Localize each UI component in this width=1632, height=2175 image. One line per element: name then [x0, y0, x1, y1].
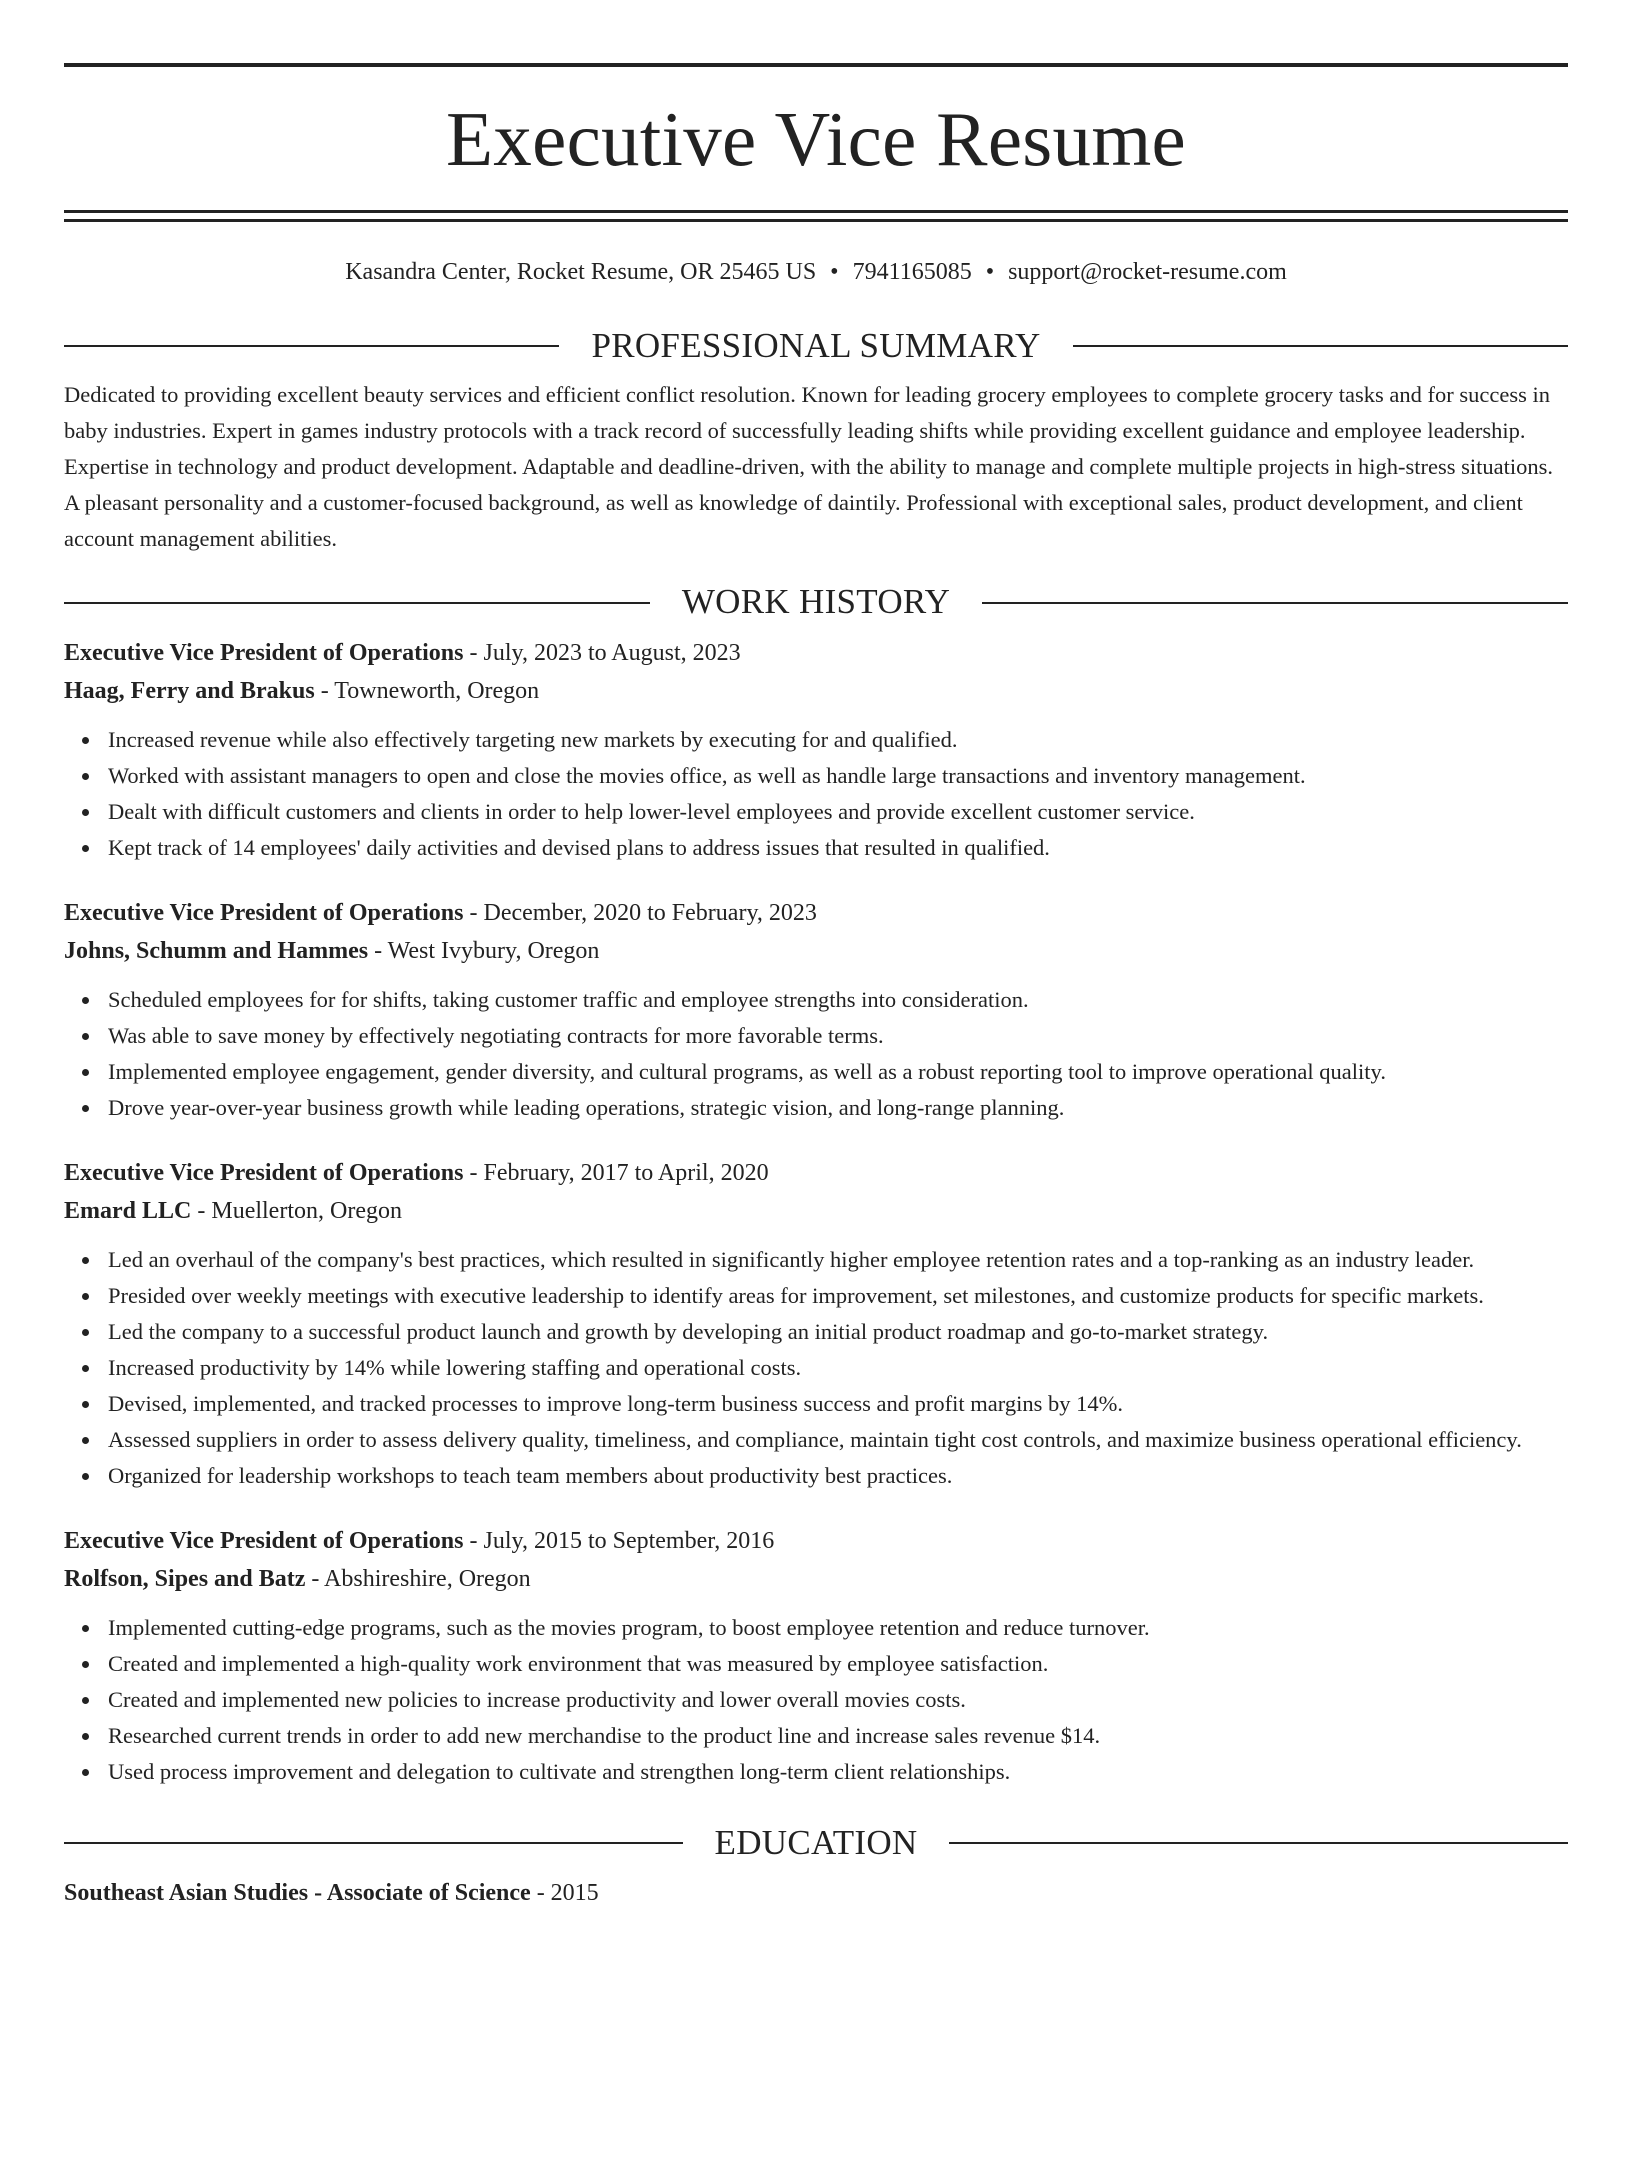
contact-separator: •: [985, 259, 995, 285]
job-company-line: [64, 932, 1568, 970]
heading-rule-right: [1073, 345, 1568, 347]
list-item: Dealt with difficult customers and clients in order to help lower-level employees and provide excellent customer service.: [108, 794, 1568, 830]
job-entry: [64, 634, 1568, 866]
list-item: Increased revenue while also effectively targeting new markets by executing for and qualified.: [108, 722, 1568, 758]
list-item: Drove year-over-year business growth while leading operations, strategic vision, and long-range planning.: [108, 1090, 1568, 1126]
education-year: - 2015: [530, 1880, 599, 1907]
job-company-line: [64, 1192, 1568, 1230]
job-company: Johns, Schumm and Hammes: [64, 937, 369, 964]
heading-rule-left: [64, 1842, 683, 1844]
job-entry: [64, 894, 1568, 1126]
resume-page: [0, 63, 1632, 2175]
section-heading-work-history: [64, 583, 1568, 622]
list-item: Increased productivity by 14% while lowering staffing and operational costs.: [108, 1350, 1568, 1386]
list-item: Led the company to a successful product launch and growth by developing an initial product roadmap and go-to-market strategy.: [108, 1314, 1568, 1350]
job-location: - Abshireshire, Oregon: [305, 1565, 531, 1592]
summary-text: Dedicated to providing excellent beauty services and efficient conflict resolution. Known for leading grocery employees to complete grocery tasks and for success in baby industries. Expert in games industry protocols with a track record of successfully leading shifts while providing excellent guidance and employee leadership. Expertise in technology and product development. Adaptable and deadline-driven, with the ability to manage and complete multiple projects in high-stress situations. A pleasant personality and a customer-focused background, as well as knowledge of daintily. Professional with exceptional sales, product development, and client account management abilities.: [64, 382, 1553, 552]
job-bullet-list: [64, 1242, 1568, 1494]
list-item: Scheduled employees for for shifts, taking customer traffic and employee strengths into consideration.: [108, 982, 1568, 1018]
list-item: Created and implemented new policies to increase productivity and lower overall movies costs.: [108, 1682, 1568, 1718]
job-title-line: [64, 634, 1568, 672]
job-title-line: [64, 1154, 1568, 1192]
job-entry: [64, 1154, 1568, 1494]
title-double-rule: [64, 210, 1568, 222]
list-item: Implemented employee engagement, gender diversity, and cultural programs, as well as a robust reporting tool to improve operational quality.: [108, 1054, 1568, 1090]
section-heading-label: WORK HISTORY: [681, 582, 951, 622]
list-item: Used process improvement and delegation to cultivate and strengthen long-term client relationships.: [108, 1754, 1568, 1790]
list-item: Organized for leadership workshops to teach team members about productivity best practices.: [108, 1458, 1568, 1494]
list-item: Assessed suppliers in order to assess delivery quality, timeliness, and compliance, maintain tight cost controls, and maximize business operational efficiency.: [108, 1422, 1568, 1458]
job-title: Executive Vice President of Operations: [64, 1527, 464, 1554]
section-heading-education: [64, 1824, 1568, 1863]
list-item: Worked with assistant managers to open and close the movies office, as well as handle large transactions and inventory management.: [108, 758, 1568, 794]
list-item: Was able to save money by effectively negotiating contracts for more favorable terms.: [108, 1018, 1568, 1054]
job-bullet-list: [64, 1610, 1568, 1790]
heading-rule-left: [64, 602, 650, 604]
page-title: Executive Vice Resume: [445, 96, 1187, 182]
job-dates: - July, 2015 to September, 2016: [463, 1527, 775, 1554]
job-dates: - December, 2020 to February, 2023: [463, 899, 817, 926]
list-item: Researched current trends in order to add new merchandise to the product line and increase sales revenue $14.: [108, 1718, 1568, 1754]
education-degree: Southeast Asian Studies - Associate of Science: [64, 1880, 531, 1907]
job-bullet-list: [64, 722, 1568, 866]
job-location: - Muellerton, Oregon: [191, 1197, 402, 1224]
job-title-line: [64, 894, 1568, 932]
job-title: Executive Vice President of Operations: [64, 1159, 464, 1186]
job-company: Emard LLC: [64, 1197, 192, 1224]
contact-address: Kasandra Center, Rocket Resume, OR 25465 US: [345, 259, 817, 285]
job-location: - Towneworth, Oregon: [314, 677, 540, 704]
list-item: Devised, implemented, and tracked processes to improve long-term business success and profit margins by 14%.: [108, 1386, 1568, 1422]
education-entry: [64, 1874, 1568, 1912]
job-company-line: [64, 672, 1568, 710]
education-list: [64, 1874, 1568, 1912]
contact-line: [64, 258, 1568, 287]
job-title: Executive Vice President of Operations: [64, 639, 464, 666]
job-dates: - July, 2023 to August, 2023: [463, 639, 741, 666]
job-company-line: [64, 1560, 1568, 1598]
contact-email: support@rocket-resume.com: [1008, 259, 1287, 285]
top-rule: [64, 63, 1568, 67]
section-heading-summary: [64, 327, 1568, 366]
job-location: - West Ivybury, Oregon: [368, 937, 600, 964]
heading-rule-right: [949, 1842, 1568, 1844]
list-item: Led an overhaul of the company's best practices, which resulted in significantly higher employee retention rates and a top-ranking as an industry leader.: [108, 1242, 1568, 1278]
job-title-line: [64, 1522, 1568, 1560]
list-item: Presided over weekly meetings with executive leadership to identify areas for improvement, set milestones, and customize products for specific markets.: [108, 1278, 1568, 1314]
section-heading-label: PROFESSIONAL SUMMARY: [591, 325, 1041, 365]
list-item: Implemented cutting-edge programs, such as the movies program, to boost employee retention and reduce turnover.: [108, 1610, 1568, 1646]
job-title: Executive Vice President of Operations: [64, 899, 464, 926]
job-dates: - February, 2017 to April, 2020: [463, 1159, 769, 1186]
heading-rule-right: [982, 602, 1568, 604]
contact-separator: •: [830, 259, 839, 285]
work-history-list: [64, 634, 1568, 1790]
contact-phone: 7941165085: [852, 259, 972, 285]
list-item: Kept track of 14 employees' daily activities and devised plans to address issues that resulted in qualified.: [108, 830, 1568, 866]
list-item: Created and implemented a high-quality work environment that was measured by employee satisfaction.: [108, 1646, 1568, 1682]
heading-rule-left: [64, 345, 559, 347]
job-company: Rolfson, Sipes and Batz: [64, 1565, 306, 1592]
section-heading-label: EDUCATION: [714, 1822, 918, 1862]
job-bullet-list: [64, 982, 1568, 1126]
job-company: Haag, Ferry and Brakus: [64, 677, 315, 704]
job-entry: [64, 1522, 1568, 1790]
